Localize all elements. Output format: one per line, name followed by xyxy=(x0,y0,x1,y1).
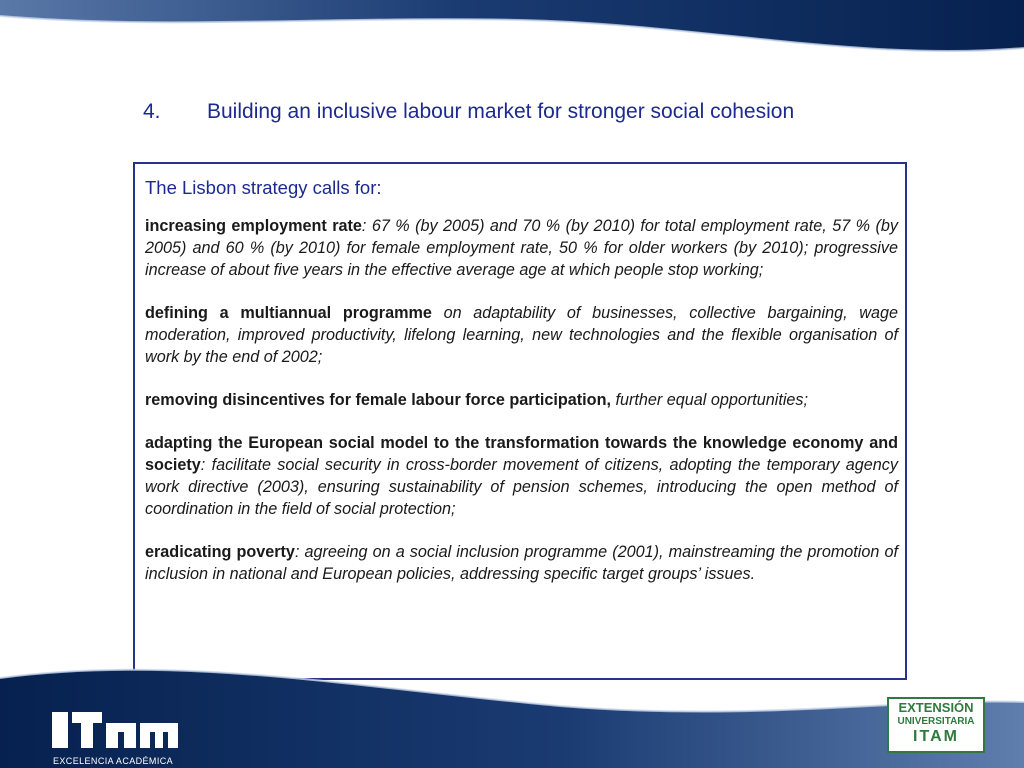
list-item xyxy=(145,215,898,281)
item-lead: defining a multiannual programme xyxy=(145,304,432,322)
extension-logo-line2: UNIVERSITARIA xyxy=(897,716,975,727)
itam-tagline: EXCELENCIA ACADÉMICA xyxy=(53,756,174,766)
item-lead: adapting the European social model to the transformation towards the knowledge economy and society xyxy=(145,434,898,474)
top-wave-banner xyxy=(0,0,1024,70)
list-item xyxy=(145,302,898,368)
item-lead: increasing employment rate xyxy=(145,217,362,235)
box-heading: The Lisbon strategy calls for: xyxy=(145,177,382,198)
extension-logo-line3: ITAM xyxy=(913,728,959,745)
item-text: : agreeing on a social inclusion programme (2001), mainstreaming the promotion of inclusion in national and European policies, addressing specific target groups’ issues. xyxy=(145,543,898,583)
item-text: : facilitate social security in cross-border movement of citizens, adopting the temporary agency work directive (2003), ensuring sustainability of pension schemes, introducing the open method of coordination in the field of social protection; xyxy=(145,456,898,518)
slide-title-number: 4. xyxy=(143,100,161,123)
list-item xyxy=(145,389,898,411)
item-text: on adaptability of businesses, collective bargaining, wage moderation, improved productivity, lifelong learning, new technologies and the flexible organisation of work by the end of 2002; xyxy=(145,304,898,366)
slide-title xyxy=(143,98,923,126)
item-text: : 67 % (by 2005) and 70 % (by 2010) for total employment rate, 57 % (by 2005) and 60 % (by 2010) for female employment rate, 50 % for older workers (by 2010); progressive increase of about five years in the effective average age at which people stop working; xyxy=(145,217,898,279)
item-text: further equal opportunities; xyxy=(610,391,809,409)
item-lead: removing disincentives for female labour force participation, xyxy=(145,391,611,409)
content-box xyxy=(133,162,907,680)
list-item xyxy=(145,432,898,520)
itam-logo xyxy=(50,708,180,768)
item-lead: eradicating poverty xyxy=(145,543,295,561)
list-item xyxy=(145,541,898,585)
slide-title-text: Building an inclusive labour market for stronger social cohesion xyxy=(207,100,795,123)
extension-logo-line1: EXTENSIÓN xyxy=(898,700,974,715)
strategy-items-list xyxy=(145,215,898,606)
itam-wordmark-icon xyxy=(50,708,180,752)
extension-universitaria-logo xyxy=(887,697,985,753)
